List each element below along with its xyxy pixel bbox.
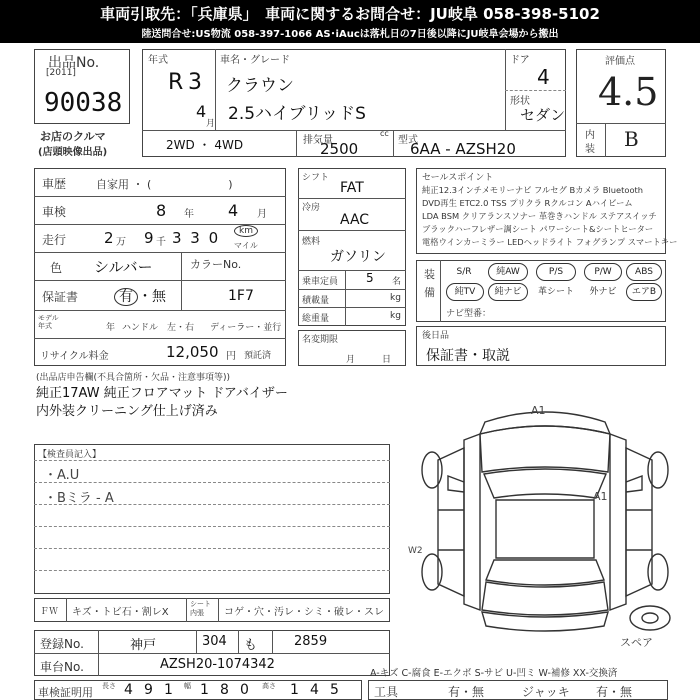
sales-point-line: ブラックハーフレザー調シート パワーシート&シートヒーター — [422, 224, 654, 234]
width-digit: 0 — [240, 682, 249, 698]
mileage-unit-km: km — [234, 226, 258, 236]
notes-line-2: 純正17AW 純正フロアマット ドアバイザー — [36, 386, 288, 401]
aircon-label: 冷房 — [302, 203, 321, 213]
store-note-2: (店頭映像出品) — [38, 147, 108, 158]
handle-text: ハンドル 左・右 — [122, 323, 195, 333]
dealer-text: ディーラー・並行 — [210, 323, 282, 333]
damage-mark-wheel: W2 — [408, 546, 423, 556]
equip-alloy-wheel: 純AW — [488, 263, 528, 281]
equip-power-steering: P/S — [536, 263, 576, 281]
interior-label-1: 内 — [585, 130, 595, 141]
damage-mark-side: A1 — [593, 490, 608, 503]
notes-line-3: 内外装クリーニング仕上げ済み — [36, 404, 218, 419]
shaken-label: 車検 — [42, 205, 67, 219]
lot-number: 90038 — [44, 88, 123, 118]
inspector-note-1: ・A.U — [44, 468, 80, 483]
mileage-man: 2 — [104, 229, 114, 247]
shaken-year: 8 — [156, 201, 167, 220]
load-unit: kg — [390, 293, 401, 303]
load-label: 積載量 — [302, 296, 330, 306]
shift-label: シフト — [302, 173, 330, 183]
details-box — [34, 168, 286, 366]
mileage-label: 走行 — [42, 233, 67, 247]
history-value: 自家用 ・ ( ) — [96, 178, 233, 191]
equipment-label: 装 備 — [424, 268, 435, 299]
displacement-value: 2500 — [320, 140, 359, 158]
post-delivery-label: 後日品 — [422, 331, 450, 341]
warranty-label: 保証書 — [42, 290, 79, 304]
vehicle-name: クラウン — [226, 76, 294, 96]
sales-point-line: 電格ウインカーミラー LEDヘッドライト フォグランプ スマートキー — [422, 237, 678, 247]
sales-point-line: 純正12.3インチメモリーナビ フルセグ Bカメラ Bluetooth — [422, 185, 644, 195]
doors-label: ドア — [510, 55, 530, 66]
model-year-unit: 年 — [106, 323, 116, 333]
shape-value: セダン — [520, 106, 566, 124]
notes-header: (出品店申告欄(不具合箇所・欠品・注意事項等)) — [36, 373, 231, 383]
lot-year-code: [2011] — [46, 68, 76, 78]
seat-label: シート 内張 — [190, 600, 211, 617]
post-delivery-value: 保証書・取説 — [426, 348, 510, 364]
passengers-value: 5 — [366, 271, 374, 285]
equip-tv: 純TV — [446, 283, 484, 301]
interior-label-2: 装 — [585, 144, 595, 155]
equip-sr: S/R — [456, 267, 472, 277]
shaken-month: 4 — [228, 201, 239, 220]
month-unit: 月 — [206, 119, 216, 129]
displacement-unit: cc — [380, 129, 389, 138]
sales-point-line: LDA BSM クリアランスソナー 革巻きハンドル ステアスイッチ — [422, 211, 657, 221]
height-digit: 5 — [330, 682, 339, 698]
recycle-note: 預託済 — [244, 351, 272, 361]
color-value: シルバー — [94, 258, 153, 276]
vehicle-grade: 2.5ハイブリッドS — [228, 104, 366, 124]
registration-class: 304 — [202, 634, 227, 649]
registration-label: 登録No. — [40, 637, 84, 651]
warranty-value: 有 ・無 — [114, 286, 166, 306]
width-digit: 8 — [220, 682, 229, 698]
mileage-man-unit: 万 — [116, 237, 126, 248]
fuel-label: 燃料 — [302, 237, 321, 247]
drive-type: 2WD ・ 4WD — [166, 138, 244, 152]
store-note-1: お店のクルマ — [40, 130, 106, 143]
equip-airbag: エアB — [626, 283, 662, 301]
height-label: 高さ — [262, 682, 276, 690]
equip-leather-seat: 革シート — [537, 287, 574, 297]
recycle-label: リサイクル料金 — [40, 351, 109, 362]
seat-text: コゲ・穴・汚レ・シミ・破レ・スレ — [224, 607, 384, 618]
inspector-note-2: ・Bミラ - A — [44, 491, 114, 506]
registration-number: 2859 — [294, 634, 328, 649]
sales-point-line: DVD再生 ETC2.0 TSS プリクラ Rクルコン Aハイビーム — [422, 198, 633, 208]
history-label: 車歴 — [42, 177, 67, 191]
shaken-month-unit: 月 — [257, 209, 267, 220]
length-digit: 4 — [124, 682, 133, 698]
inspector-box — [34, 444, 390, 594]
spare-label: スペア — [620, 636, 653, 649]
year-era: R — [168, 70, 184, 95]
recycle-unit: 円 — [226, 351, 236, 362]
fw-text: キズ・トビ石・割レX — [72, 607, 169, 618]
equip-power-window: P/W — [584, 263, 622, 281]
model-value: 6AA - AZSH20 — [410, 140, 516, 158]
lot-label: 出品No. — [48, 55, 100, 71]
length-digit: 9 — [144, 682, 153, 698]
damage-mark-front: A1 — [531, 404, 546, 417]
gross-unit: kg — [390, 311, 401, 321]
color-no-value: 1F7 — [228, 288, 254, 304]
registration-expiry-unit: 月 日 — [346, 355, 392, 365]
recycle-value: 12,050 — [166, 343, 219, 361]
color-label: 色 — [50, 261, 63, 275]
damage-legend: A-キズ C-腐食 E-エクボ S-サビ U-凹ミ W-補修 XX-交換済 — [370, 668, 618, 679]
inspector-label: 【検査員記入】 — [38, 450, 102, 460]
equip-external-navi: 外ナビ — [589, 287, 617, 297]
aircon-value: AAC — [340, 212, 370, 228]
height-digit: 1 — [290, 682, 299, 698]
model-label: 型式 — [398, 135, 418, 146]
score-value: 4.5 — [598, 70, 659, 114]
header-line-2: 陸送問合せ:US物流 058-397-1066 AS･iAucは落札日の7日後以降にJU岐阜会場から搬出 — [141, 29, 559, 40]
equip-abs: ABS — [626, 263, 662, 281]
registration-kana: も — [244, 638, 258, 653]
shape-label: 形状 — [510, 96, 530, 107]
registration-area: 神戸 — [130, 638, 157, 653]
car-damage-diagram — [400, 400, 690, 640]
height-digit: 4 — [310, 682, 319, 698]
chassis-label: 車台No. — [40, 660, 84, 674]
fuel-value: ガソリン — [330, 249, 386, 265]
nav-model-label: ナビ型番： — [446, 309, 492, 319]
tools-value: 有・無 — [448, 685, 485, 699]
certificate-label: 車検証明用 — [38, 686, 93, 699]
fw-label: ＦＷ — [40, 607, 59, 617]
name-label: 車名・グレード — [220, 55, 290, 66]
length-digit: 1 — [164, 682, 173, 698]
interior-score: B — [624, 127, 639, 151]
model-year-label: モデル 年式 — [38, 314, 59, 330]
equip-navi: 純ナビ — [488, 283, 528, 301]
year-label: 年式 — [148, 55, 168, 66]
shaken-year-unit: 年 — [184, 209, 194, 220]
month-number: 4 — [196, 102, 207, 121]
jack-value: 有・無 — [596, 685, 633, 699]
width-digit: 1 — [200, 682, 209, 698]
color-no-label: カラーNo. — [190, 258, 242, 271]
doors-value: 4 — [537, 65, 550, 89]
mileage-unit-mile: マイル — [234, 241, 258, 250]
score-label: 評価点 — [605, 56, 635, 67]
gross-label: 総重量 — [302, 314, 330, 324]
displacement-label: 排気量 — [303, 135, 333, 146]
length-label: 長さ — [102, 682, 116, 690]
mileage-sen: 9 — [144, 229, 154, 247]
registration-expiry-label: 名変期限 — [302, 335, 339, 345]
header-line-1: 車両引取先：「兵庫県」 車両に関するお問合せ：JU岐阜 058-398-5102 — [100, 5, 600, 23]
mileage-rest: 3 3 0 — [172, 229, 221, 247]
sales-points-label: セールスポイント — [422, 173, 494, 183]
passengers-unit: 名 — [392, 277, 402, 287]
chassis-value: AZSH20-1074342 — [160, 657, 275, 672]
shift-value: FAT — [340, 180, 364, 196]
passengers-label: 乗車定員 — [302, 277, 339, 287]
year-number: 3 — [188, 70, 202, 95]
width-label: 幅 — [184, 682, 191, 690]
mileage-sen-unit: 千 — [156, 237, 166, 248]
tools-label: 工具 — [374, 685, 399, 699]
jack-label: ジャッキ — [522, 685, 570, 699]
